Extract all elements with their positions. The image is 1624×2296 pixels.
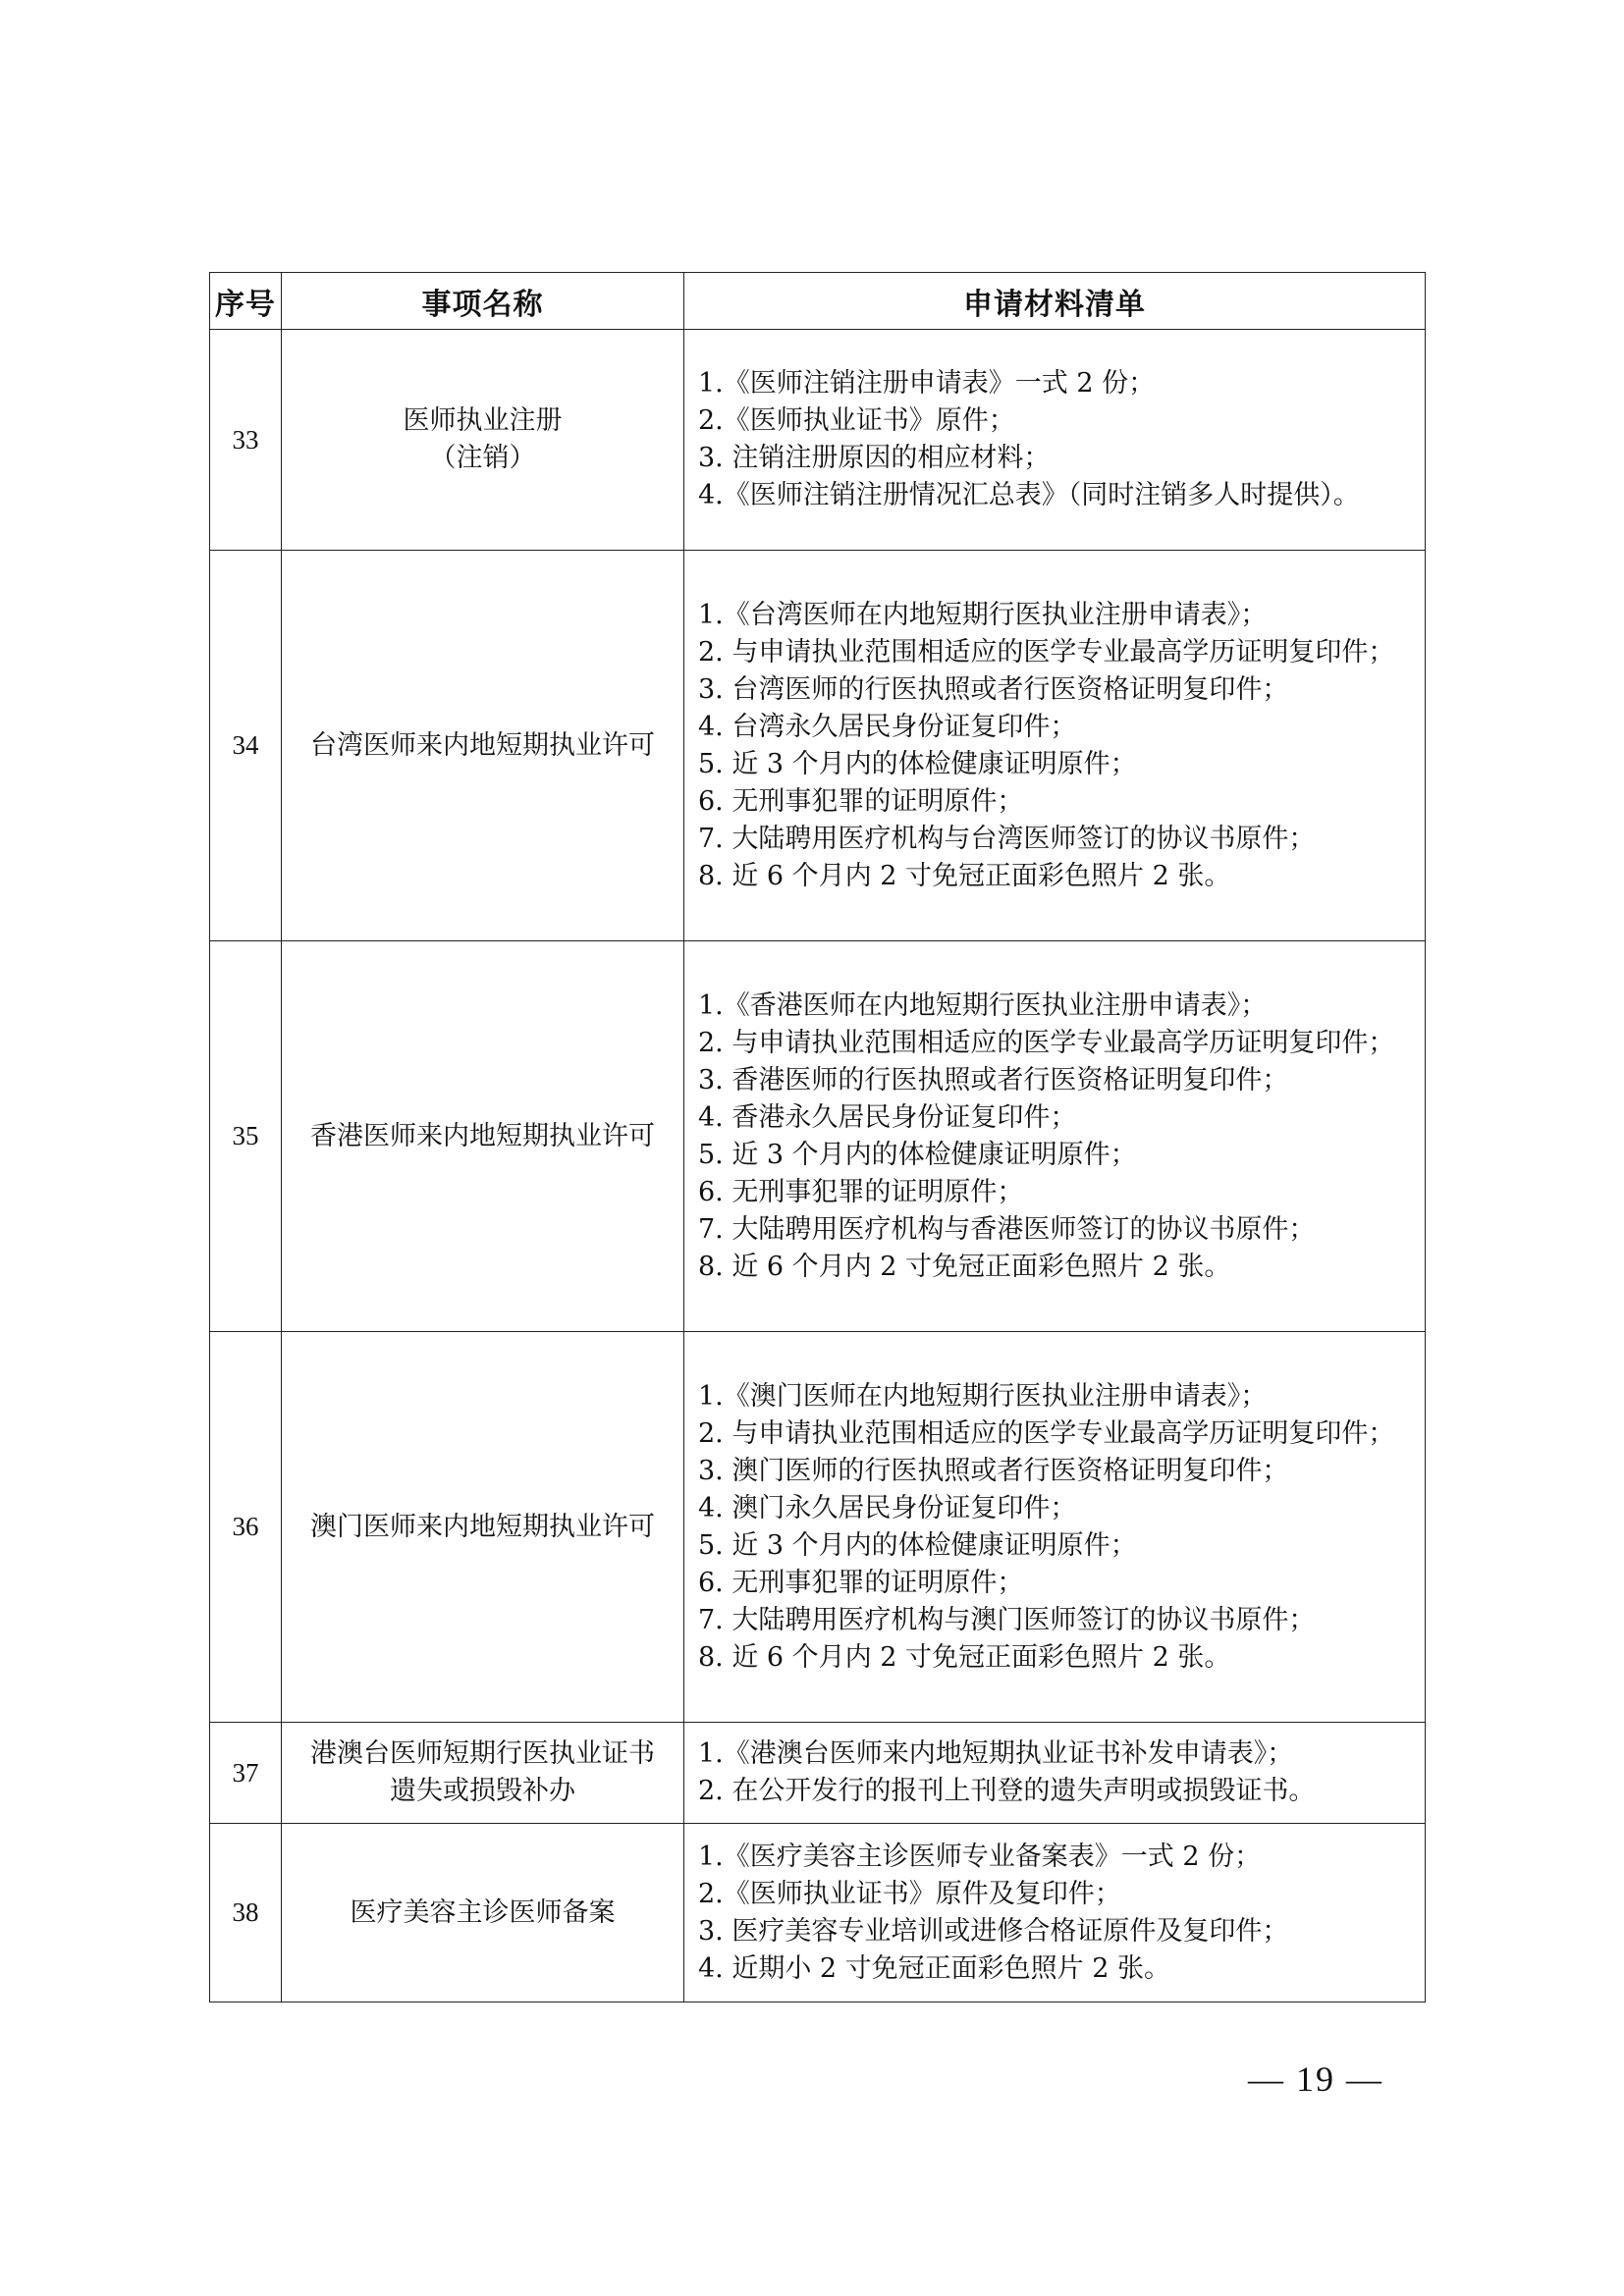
- material-item: 7. 大陆聘用医疗机构与澳门医师签订的协议书原件；: [698, 1604, 1316, 1635]
- row-name-line: 港澳台医师短期行医执业证书: [310, 1738, 655, 1769]
- row-materials: [684, 1824, 1426, 2002]
- header-name: 事项名称: [282, 273, 684, 330]
- material-item: 2.《医师执业证书》原件及复印件；: [698, 1878, 1121, 1909]
- material-item: 1.《澳门医师在内地短期行医执业注册申请表》；: [698, 1380, 1268, 1412]
- table-row: [210, 330, 1426, 551]
- row-name-line: 医疗美容主诊医师备案: [350, 1896, 616, 1928]
- material-item: 2.《医师执业证书》原件；: [698, 405, 1015, 436]
- material-item: 2. 与申请执业范围相适应的医学专业最高学历证明复印件；: [698, 636, 1395, 667]
- material-item: 3. 台湾医师的行医执照或者行医资格证明复印件；: [698, 673, 1289, 705]
- table-header-row: [210, 273, 1426, 330]
- row-materials: [684, 941, 1426, 1332]
- row-materials: [684, 551, 1426, 941]
- row-name: [282, 1723, 684, 1824]
- row-name: [282, 1332, 684, 1723]
- table-row: [210, 551, 1426, 941]
- table-row: [210, 1824, 1426, 2002]
- material-item: 2. 与申请执业范围相适应的医学专业最高学历证明复印件；: [698, 1417, 1395, 1449]
- material-item: 3. 香港医师的行医执照或者行医资格证明复印件；: [698, 1064, 1289, 1095]
- material-item: 1.《香港医师在内地短期行医执业注册申请表》；: [698, 989, 1268, 1021]
- material-item: 3. 医疗美容专业培训或进修合格证原件及复印件；: [698, 1915, 1289, 1947]
- material-item: 5. 近 3 个月内的体检健康证明原件；: [698, 748, 1137, 779]
- row-name-line: 遗失或损毁补办: [390, 1776, 575, 1806]
- material-item: 3. 注销注册原因的相应材料；: [698, 443, 1051, 473]
- row-materials: [684, 330, 1426, 551]
- table-row: [210, 941, 1426, 1332]
- row-seq: 34: [210, 551, 282, 941]
- material-item: 4. 澳门永久居民身份证复印件；: [698, 1492, 1077, 1523]
- row-seq: 38: [210, 1824, 282, 2002]
- material-item: 8. 近 6 个月内 2 寸免冠正面彩色照片 2 张。: [698, 1641, 1231, 1673]
- row-name: [282, 330, 684, 551]
- row-name-line: 医师执业注册: [403, 405, 563, 436]
- row-name-line: 香港医师来内地短期执业许可: [310, 1120, 655, 1151]
- material-item: 2. 在公开发行的报刊上刊登的遗失声明或损毁证书。: [698, 1776, 1316, 1806]
- material-item: 3. 澳门医师的行医执照或者行医资格证明复印件；: [698, 1455, 1289, 1486]
- material-item: 6. 无刑事犯罪的证明原件；: [698, 1567, 1024, 1598]
- material-item: 5. 近 3 个月内的体检健康证明原件；: [698, 1139, 1137, 1170]
- material-item: 1.《港澳台医师来内地短期执业证书补发申请表》；: [698, 1738, 1294, 1769]
- material-item: 8. 近 6 个月内 2 寸免冠正面彩色照片 2 张。: [698, 1251, 1231, 1282]
- row-seq: 36: [210, 1332, 282, 1723]
- row-name: [282, 941, 684, 1332]
- material-item: 7. 大陆聘用医疗机构与台湾医师签订的协议书原件；: [698, 823, 1316, 854]
- material-item: 4. 香港永久居民身份证复印件；: [698, 1101, 1077, 1133]
- material-item: 4.《医师注销注册情况汇总表》（同时注销多人时提供）。: [698, 480, 1360, 510]
- row-name-line: （注销）: [429, 443, 536, 473]
- material-item: 1.《医师注销注册申请表》一式 2 份；: [698, 368, 1156, 399]
- material-item: 4. 台湾永久居民身份证复印件；: [698, 711, 1077, 742]
- header-seq: 序号: [210, 273, 282, 330]
- material-item: 2. 与申请执业范围相适应的医学专业最高学历证明复印件；: [698, 1027, 1395, 1058]
- row-seq: 37: [210, 1723, 282, 1824]
- material-item: 6. 无刑事犯罪的证明原件；: [698, 1176, 1024, 1207]
- material-item: 4. 近期小 2 寸免冠正面彩色照片 2 张。: [698, 1952, 1171, 1984]
- row-name-line: 澳门医师来内地短期执业许可: [310, 1511, 655, 1542]
- row-seq: 33: [210, 330, 282, 551]
- row-name: [282, 1824, 684, 2002]
- row-name: [282, 551, 684, 941]
- header-materials: 申请材料清单: [684, 273, 1426, 330]
- material-item: 1.《台湾医师在内地短期行医执业注册申请表》；: [698, 599, 1268, 630]
- material-item: 6. 无刑事犯罪的证明原件；: [698, 785, 1024, 817]
- row-name-line: 台湾医师来内地短期执业许可: [310, 729, 655, 761]
- material-item: 8. 近 6 个月内 2 寸免冠正面彩色照片 2 张。: [698, 860, 1231, 891]
- material-item: 5. 近 3 个月内的体检健康证明原件；: [698, 1529, 1137, 1561]
- row-seq: 35: [210, 941, 282, 1332]
- material-item: 1.《医疗美容主诊医师专业备案表》一式 2 份；: [698, 1841, 1262, 1872]
- material-item: 7. 大陆聘用医疗机构与香港医师签订的协议书原件；: [698, 1213, 1316, 1245]
- table-row: [210, 1332, 1426, 1723]
- row-materials: [684, 1723, 1426, 1824]
- page-number: — 19 —: [1248, 2059, 1383, 2099]
- row-materials: [684, 1332, 1426, 1723]
- table-row: [210, 1723, 1426, 1824]
- materials-table: [209, 272, 1426, 2002]
